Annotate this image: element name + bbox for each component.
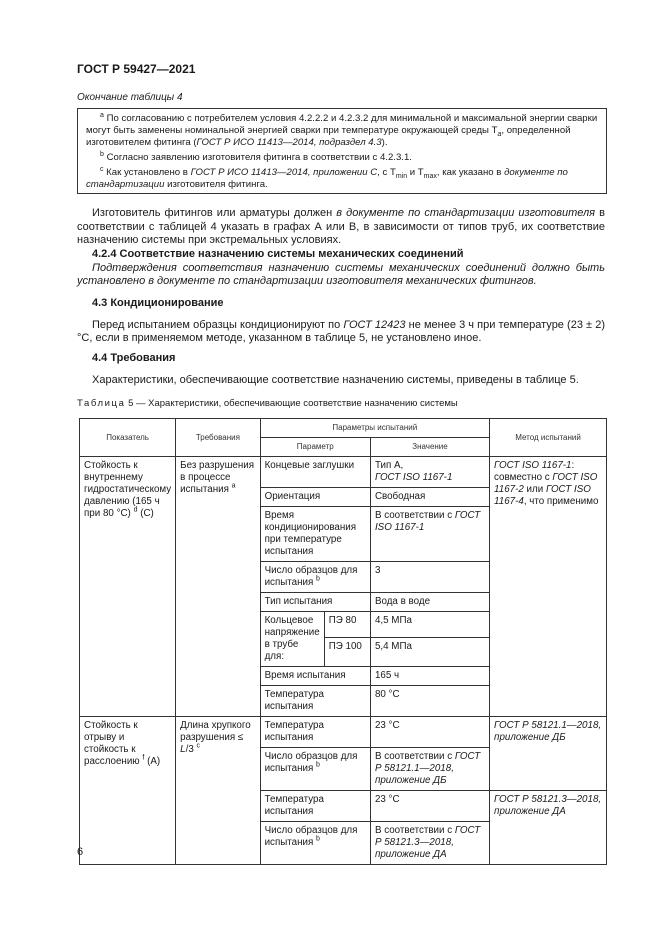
cell-value: 165 ч (370, 667, 489, 686)
header-requirements: Требования (176, 419, 260, 457)
cell-value: 3 (370, 562, 489, 593)
cell-method: ГОСТ ISO 1167-1: совместно с ГОСТ ISO 1167-2 или ГОСТ ISO 1167-4, что применимо (490, 457, 607, 717)
table-row (80, 457, 607, 488)
section-4-4 (77, 352, 605, 387)
cell-value: Тип А, ГОСТ ISO 1167-1 (370, 457, 489, 488)
cell-param: Число образцов для испытания $^b$ (260, 562, 370, 593)
header-value: Значение (370, 438, 489, 457)
footnote-a: $^а$ По согласованию с потребителем условия 4.2.2.2 и 4.2.3.2 для минимальной и максимальной энергии сварки могут быть заменены номинальной энергией сварки при температуре окружающей среды $T_a$, определенной изготовителем фитинга (ГОСТ Р ИСО 11413—2014, подраздел 4.3). (86, 111, 598, 148)
cell-value: 5,4 МПа (370, 638, 489, 667)
cell-value: 4,5 МПа (370, 612, 489, 638)
cell-param: Тип испытания (260, 593, 370, 612)
cell-param: Число образцов для испытания $^b$ (260, 822, 370, 865)
cell-method: ГОСТ Р 58121.1—2018, приложение ДБ (490, 717, 607, 791)
section-text: Подтверждения соответствия назначению системы механических соединений должно быть установлено в документе по стандартизации изготовителя механических фитингов. (77, 261, 605, 287)
cell-param: Время кондиционирования при температуре испытания (260, 507, 370, 562)
cell-requirement: Без разрушения в процессе испытания $^а$ (176, 457, 260, 717)
cell-subparam: ПЭ 100 (324, 638, 370, 667)
cell-value: Свободная (370, 488, 489, 507)
cell-param: Кольцевое напряжение в трубе для: (260, 612, 324, 667)
cell-param: Температура испытания (260, 717, 370, 748)
cell-param: Время испытания (260, 667, 370, 686)
cell-subparam: ПЭ 80 (324, 612, 370, 638)
footnote-c: $^с$ Как установлено в ГОСТ Р ИСО 11413—2014, приложении С, с $T_{min}$ и $T_{max}$, как указано в документе по стандартизации изготовителя фитинга. (86, 165, 568, 190)
table-continuation-label: Окончание таблицы 4 (77, 92, 183, 103)
cell-param: Ориентация (260, 488, 370, 507)
header-params: Параметры испытаний (260, 419, 489, 438)
table4-footnotes (77, 108, 607, 194)
table5 (79, 418, 607, 865)
document-header: ГОСТ Р 59427—2021 (77, 62, 196, 76)
cell-requirement: Длина хрупкого разрушения ≤ L/3 $^с$ (176, 717, 260, 865)
cell-value: В соответствии с ГОСТ ISO 1167-1 (370, 507, 489, 562)
cell-indicator: Стойкость к внутреннему гидростатическому давлению (165 ч при 80 °С) $^d$ (С) (80, 457, 176, 717)
cell-value: В соответствии с ГОСТ Р 58121.3—2018, приложение ДА (370, 822, 489, 865)
section-title: 4.2.4 Соответствие назначению системы механических соединений (92, 248, 464, 260)
header-indicator: Показатель (80, 419, 176, 457)
cell-value: 80 °С (370, 686, 489, 717)
header-method: Метод испытаний (490, 419, 607, 457)
page-number: 6 (77, 846, 84, 858)
paragraph-manufacturer: Изготовитель фитингов или арматуры должен в документе по стандартизации изготовителя в соответствии с таблицей 4 указать в графах А или В, в зависимости от типов труб, их соответствие назначению системы при экстремальных условиях. (77, 207, 606, 246)
header-param: Параметр (260, 438, 370, 457)
section-title: 4.3 Кондиционирование (92, 297, 224, 309)
table-header-row (80, 419, 607, 438)
section-text: Характеристики, обеспечивающие соответствие назначению системы, приведены в таблице 5. (92, 373, 579, 386)
cell-value: В соответствии с ГОСТ Р 58121.1—2018, приложение ДБ (370, 748, 489, 791)
section-title: 4.4 Требования (92, 352, 176, 364)
cell-param: Температура испытания (260, 791, 370, 822)
cell-value: 23 °С (370, 791, 489, 822)
table-row (80, 717, 607, 748)
cell-method: ГОСТ Р 58121.3—2018, приложение ДА (490, 791, 607, 865)
section-4-2-4 (77, 248, 605, 289)
cell-param: Температура испытания (260, 686, 370, 717)
cell-param: Концевые заглушки (260, 457, 370, 488)
cell-value: 23 °С (370, 717, 489, 748)
footnote-b: $^b$ Согласно заявлению изготовителя фитинга в соответствии с 4.2.3.1. (100, 150, 412, 163)
table5-caption: Таблица 5 — Характеристики, обеспечивающие соответствие назначению системы (77, 398, 458, 409)
cell-param: Число образцов для испытания $^b$ (260, 748, 370, 791)
section-4-3 (77, 297, 605, 346)
section-text: Перед испытанием образцы кондиционируют по ГОСТ 12423 не менее 3 ч при температуре (23 ± 2) °С, если в применяемом методе, указанном в таблице 5, не установлено иное. (77, 318, 605, 344)
cell-value: Вода в воде (370, 593, 489, 612)
cell-indicator: Стойкость к отрыву и стойкость к расслоению $^f$ (А) (80, 717, 176, 865)
